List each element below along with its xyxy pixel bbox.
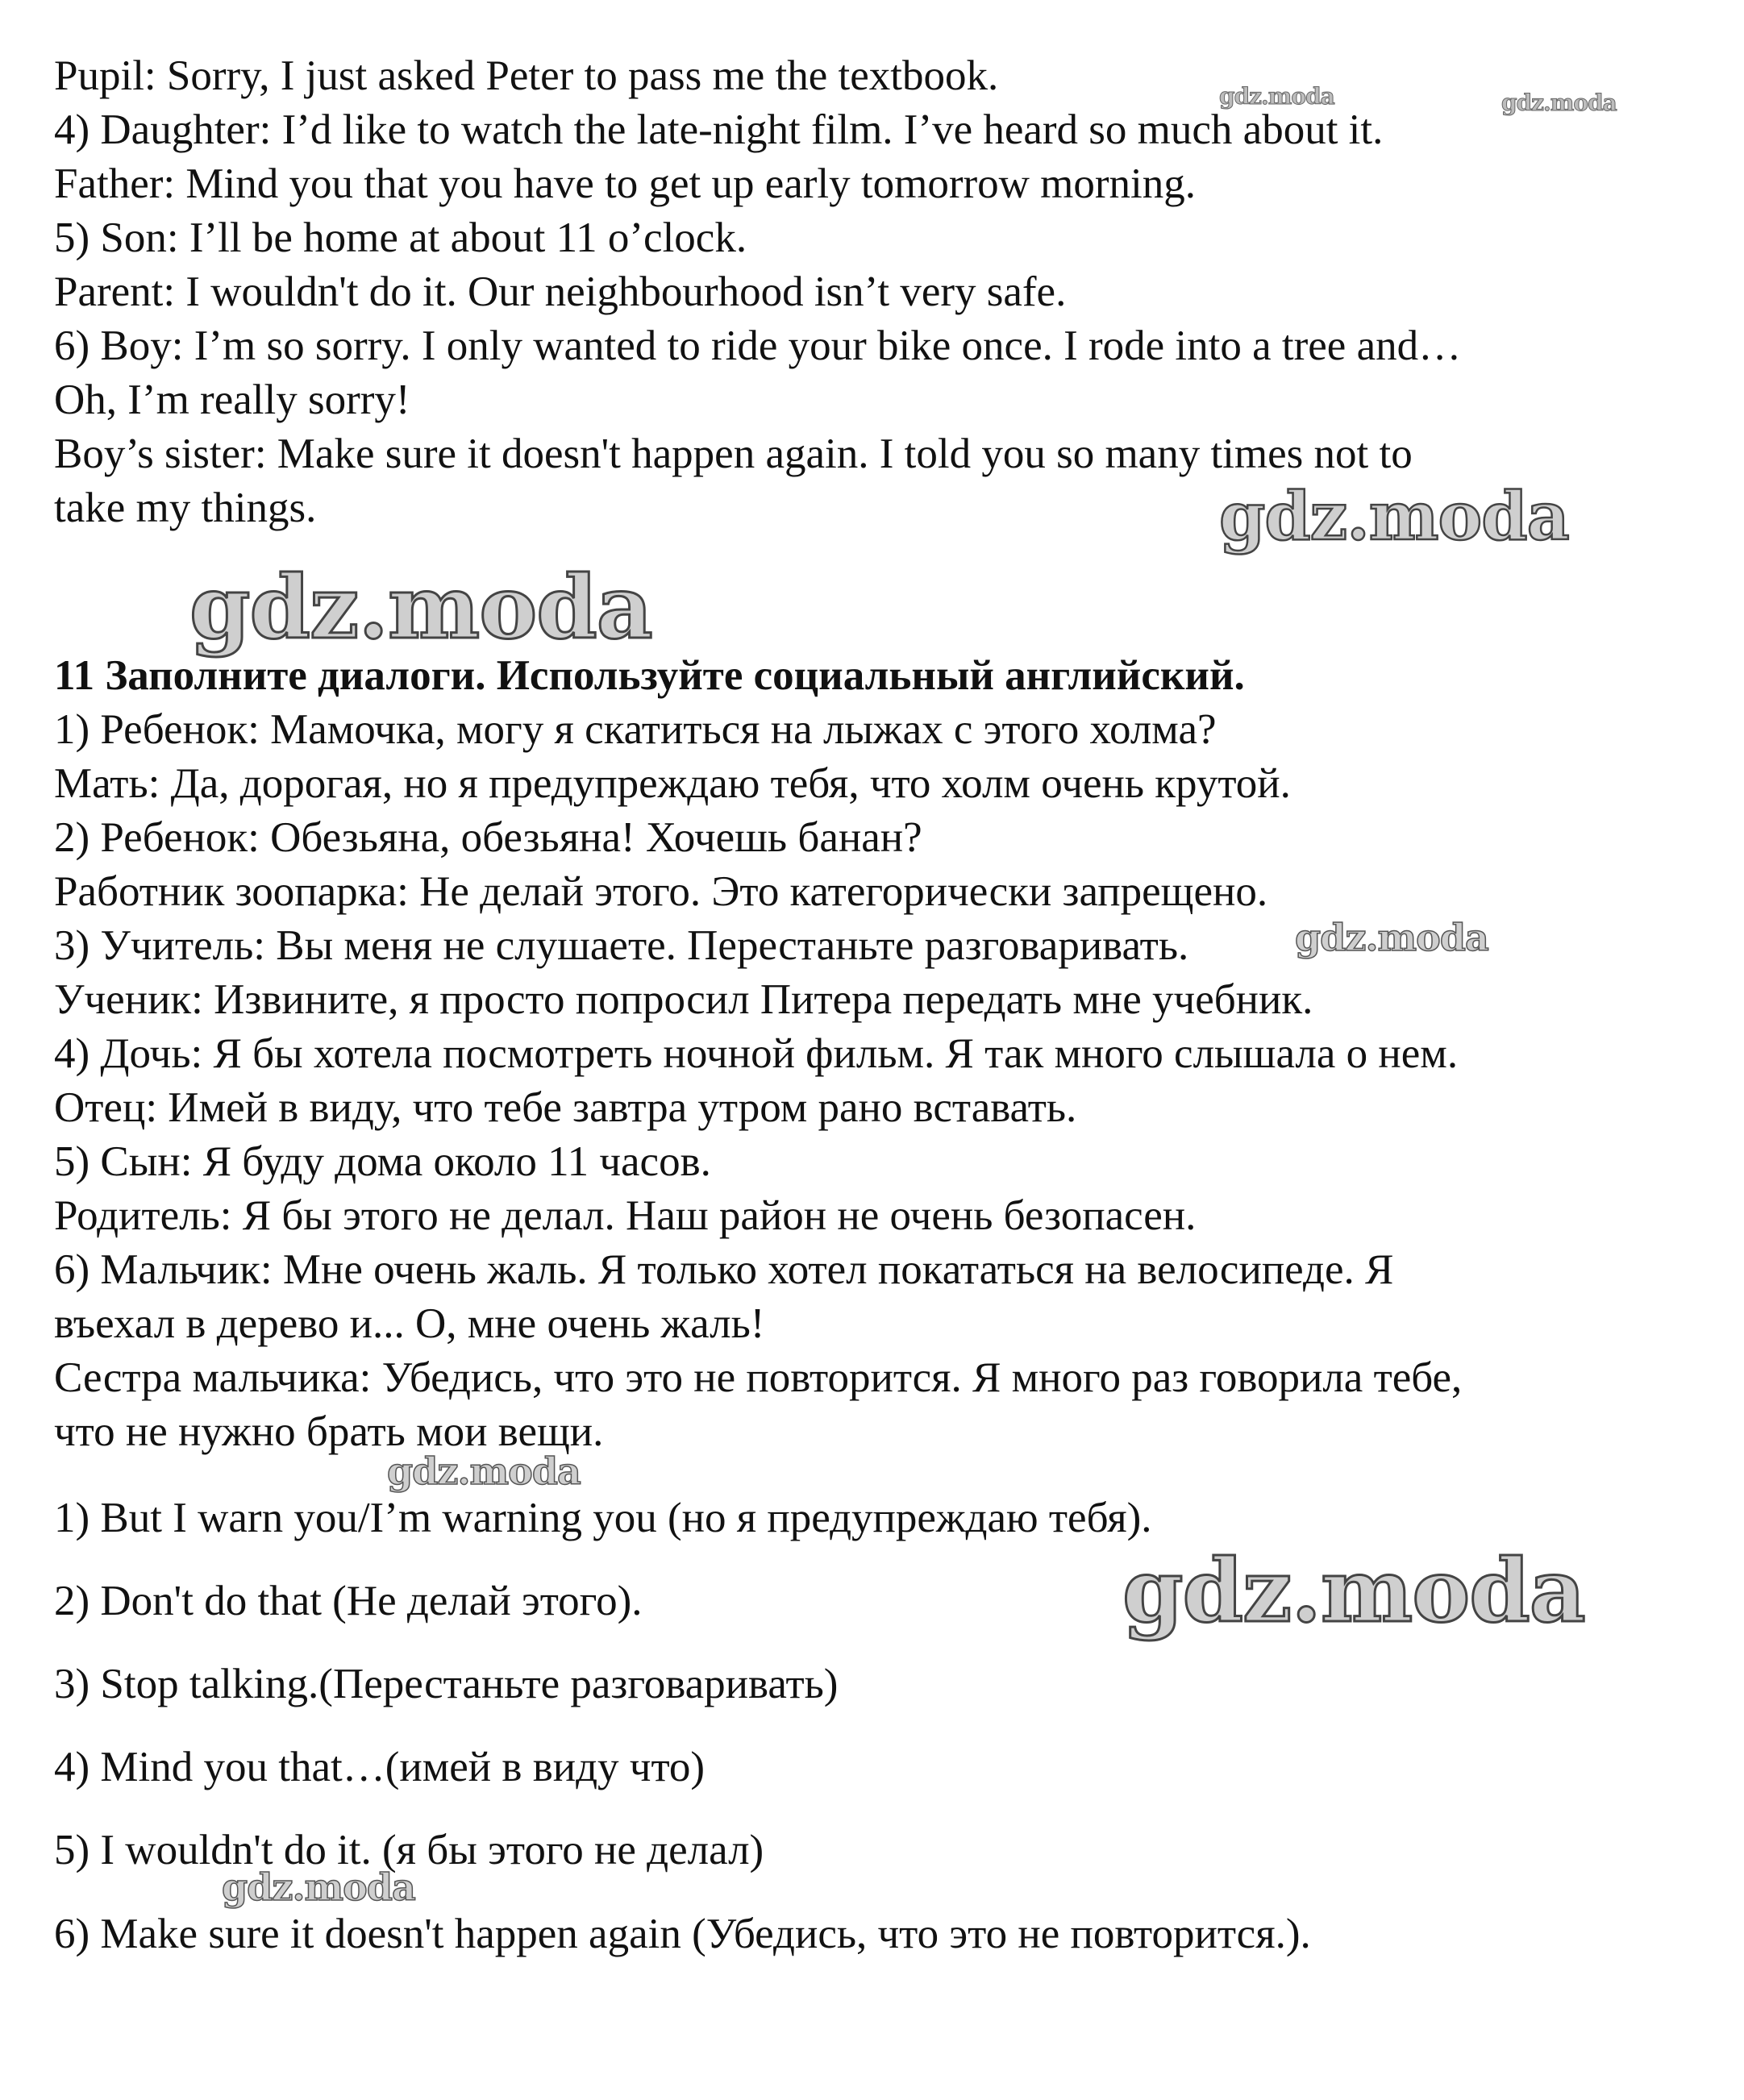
exercise-line: Мать: Да, дорогая, но я предупреждаю тебя, что холм очень крутой. xyxy=(54,760,1291,807)
watermark: gdz.moda xyxy=(1295,916,1488,959)
exercise-line: Ученик: Извините, я просто попросил Питера передать мне учебник. xyxy=(54,976,1313,1023)
answer-line: 3) Stop talking.(Перестаньте разговаривать) xyxy=(54,1661,839,1707)
dialogue-line: Pupil: Sorry, I just asked Peter to pass me the textbook. xyxy=(54,52,999,99)
exercise-line: 2) Ребенок: Обезьяна, обезьяна! Хочешь банан? xyxy=(54,814,922,861)
exercise-line: Работник зоопарка: Не делай этого. Это категорически запрещено. xyxy=(54,868,1268,915)
answer-line: 2) Don't do that (Не делай этого). xyxy=(54,1578,643,1624)
dialogue-line: 6) Boy: I’m so sorry. I only wanted to ride your bike once. I rode into a tree and… xyxy=(54,322,1462,369)
watermark: gdz.moda xyxy=(1122,1541,1585,1642)
watermark: gdz.moda xyxy=(387,1449,581,1493)
exercise-title: 11 Заполните диалоги. Используйте социальный английский. xyxy=(54,652,1245,699)
answer-line: 5) I wouldn't do it. (я бы этого не делал) xyxy=(54,1827,764,1873)
exercise-line: 5) Сын: Я буду дома около 11 часов. xyxy=(54,1138,711,1185)
dialogue-line: 4) Daughter: I’d like to watch the late-night film. I’ve heard so much about it. xyxy=(54,106,1384,153)
dialogue-line: 5) Son: I’ll be home at about 11 o’clock. xyxy=(54,214,747,261)
exercise-line: въехал в дерево и... О, мне очень жаль! xyxy=(54,1300,765,1347)
exercise-line: Отец: Имей в виду, что тебе завтра утром рано вставать. xyxy=(54,1084,1077,1131)
exercise-line: Родитель: Я бы этого не делал. Наш район не очень безопасен. xyxy=(54,1192,1197,1239)
exercise-line: 4) Дочь: Я бы хотела посмотреть ночной фильм. Я так много слышала о нем. xyxy=(54,1030,1459,1077)
watermark: gdz.moda xyxy=(1501,89,1617,116)
watermark: gdz.moda xyxy=(1219,83,1334,110)
dialogue-line: take my things. xyxy=(54,484,317,531)
dialogue-line: Boy’s sister: Make sure it doesn't happen again. I told you so many times not to xyxy=(54,430,1413,477)
dialogue-line: Father: Mind you that you have to get up early tomorrow morning. xyxy=(54,160,1197,207)
watermark: gdz.moda xyxy=(1219,478,1569,555)
watermark: gdz.moda xyxy=(222,1865,415,1909)
exercise-line: 6) Мальчик: Мне очень жаль. Я только хотел покататься на велосипеде. Я xyxy=(54,1246,1394,1293)
answer-line: 1) But I warn you/I’m warning you (но я предупреждаю тебя). xyxy=(54,1495,1152,1541)
watermark: gdz.moda xyxy=(189,557,652,659)
exercise-line: что не нужно брать мои вещи. xyxy=(54,1408,604,1455)
exercise-line: 1) Ребенок: Мамочка, могу я скатиться на лыжах с этого холма? xyxy=(54,706,1217,753)
exercise-line: 3) Учитель: Вы меня не слушаете. Перестаньте разговаривать. xyxy=(54,922,1189,969)
exercise-line: Сестра мальчика: Убедись, что это не повторится. Я много раз говорила тебе, xyxy=(54,1354,1463,1401)
answer-line: 4) Mind you that…(имей в виду что) xyxy=(54,1744,706,1790)
answer-line: 6) Make sure it doesn't happen again (Убедись, что это не повторится.). xyxy=(54,1911,1311,1957)
dialogue-line: Parent: I wouldn't do it. Our neighbourhood isn’t very safe. xyxy=(54,268,1067,315)
dialogue-line: Oh, I’m really sorry! xyxy=(54,376,410,423)
